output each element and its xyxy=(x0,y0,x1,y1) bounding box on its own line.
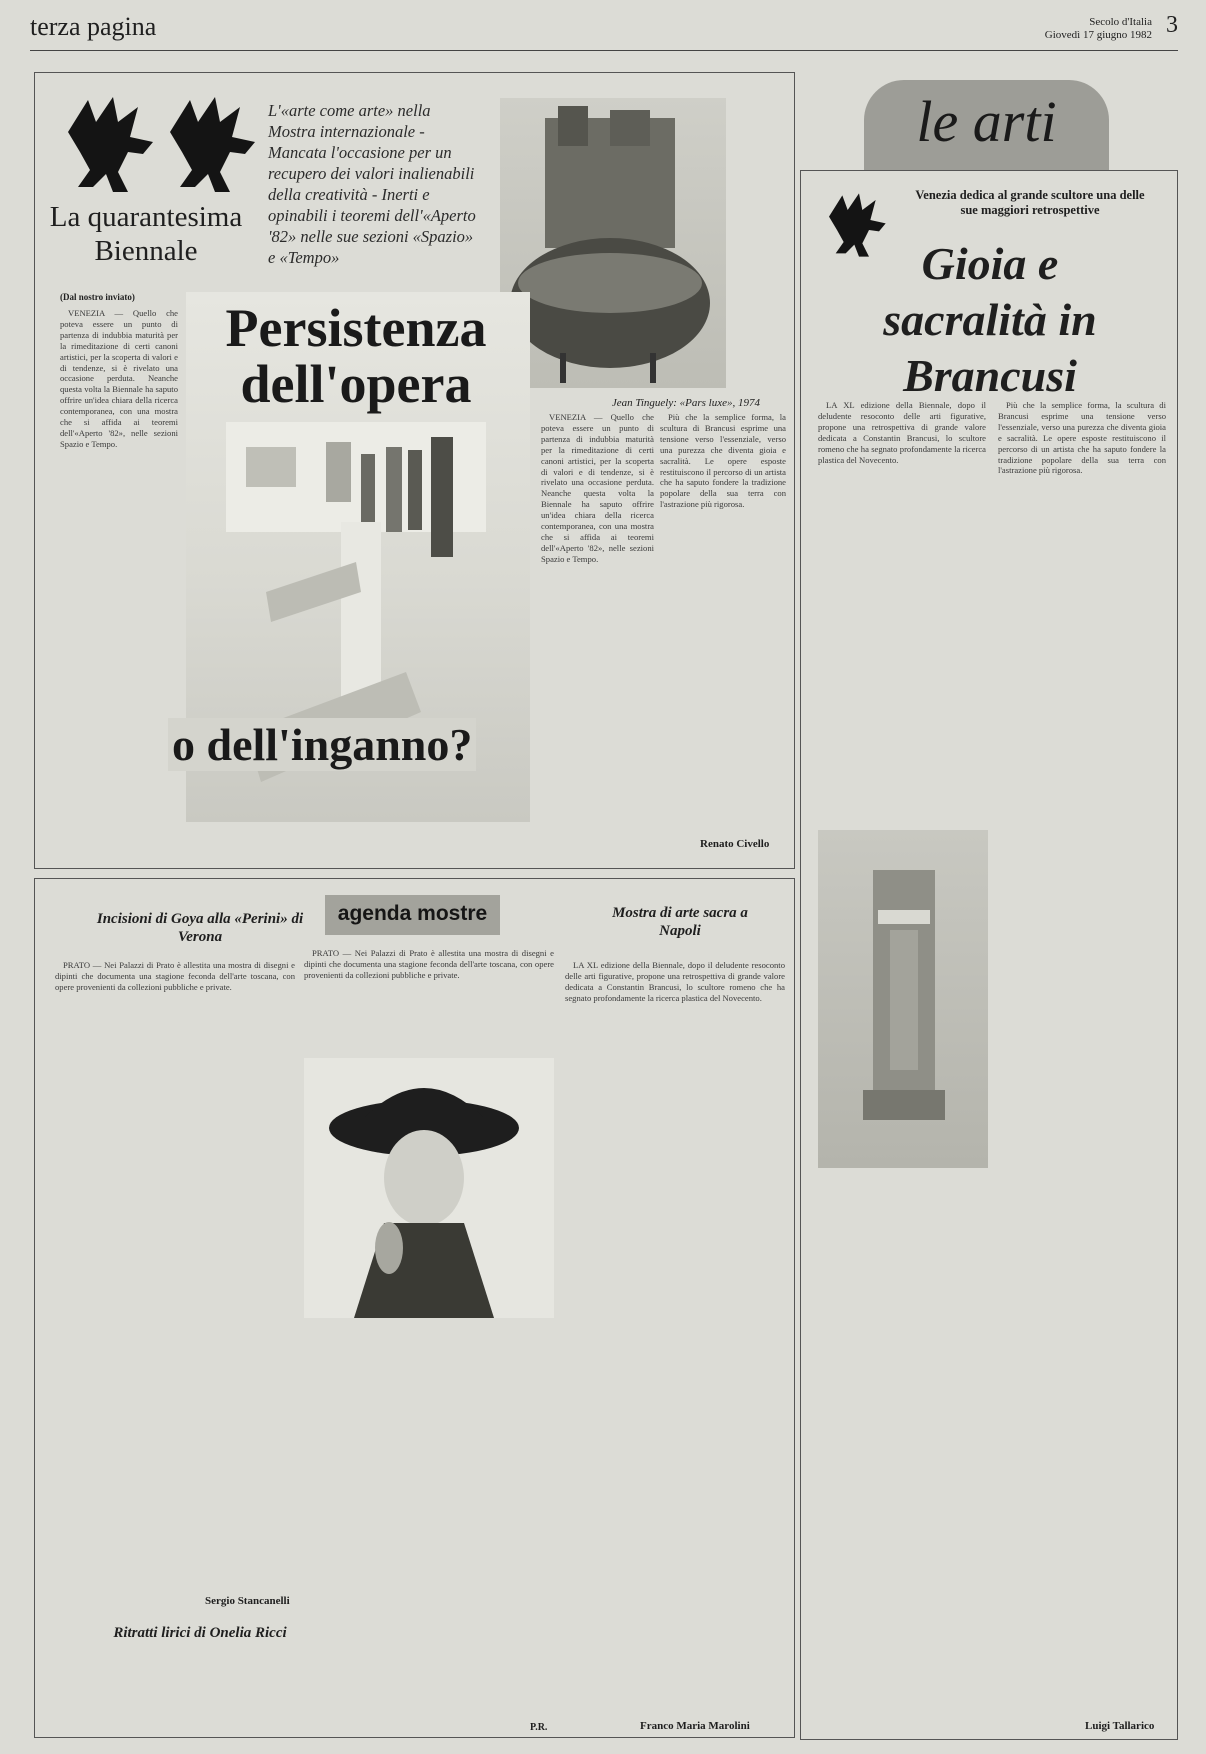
goya-body: PRATO — Nei Palazzi di Prato è allestita una mostra di disegni e dipinti che documenta una stagione feconda dell'arte toscana, con opere provenienti da collezioni pubbliche e private. xyxy=(55,960,295,992)
brancusi-signature: Luigi Tallarico xyxy=(1085,1720,1155,1732)
biennale-lead-column xyxy=(60,308,178,853)
portrait-caption-text xyxy=(304,1322,554,1742)
brancusi-sculpture-photo xyxy=(818,830,988,1168)
portrait-photo xyxy=(304,1058,554,1318)
tinguely-sculpture-photo xyxy=(500,98,726,388)
winged-lion-icon xyxy=(58,92,168,197)
goya-title: Incisioni di Goya alla «Perini» di Verona xyxy=(96,911,304,945)
napoli-text xyxy=(565,960,785,1720)
section-label: le arti xyxy=(916,89,1057,154)
header-rule xyxy=(30,50,1178,51)
napoli-body: LA XL edizione della Biennale, dopo il deludente resoconto delle arti figurative, propone una retrospettiva di grande valore dedicata a Constantin Brancusi, lo scultore romeno che ha segnato profondamente la ricerca plastica del Novecento. xyxy=(565,960,785,1003)
agenda-label: agenda mostre xyxy=(337,902,488,925)
biennale-signature: Renato Civello xyxy=(700,838,770,850)
section-title: terza pagina xyxy=(30,12,157,41)
masthead xyxy=(1045,16,1152,42)
brancusi-col-1 xyxy=(818,400,986,820)
ricci-title: Ritratti lirici di Onelia Ricci xyxy=(113,1625,287,1641)
ricci-text xyxy=(55,1665,295,1730)
brancusi-lead: LA XL edizione della Biennale, dopo il deludente resoconto delle arti figurative, propone una retrospettiva di grande valore dedicata a Constantin Brancusi, lo scultore romeno che ha segnato profondamente la ricerca plastica del Novecento. xyxy=(818,400,986,465)
prato-body: PRATO — Nei Palazzi di Prato è allestita una mostra di disegni e dipinti che documenta una stagione feconda dell'arte toscana, con opere provenienti da collezioni pubbliche e private. xyxy=(304,948,554,980)
photo-caption: Jean Tinguely: «Pars luxe», 1974 xyxy=(611,397,760,409)
biennale-bottom-col-1 xyxy=(186,830,292,860)
prato-text xyxy=(304,948,554,1038)
napoli-title: Mostra di arte sacra a Napoli xyxy=(612,905,748,939)
biennale-right-column xyxy=(541,412,654,852)
napoli-signature: Franco Maria Marolini xyxy=(640,1720,750,1732)
biennale-lead-text-2: VENEZIA — Quello che poteva essere un punto di partenza di indubbia maturità per la rimeditazione di certi canoni artistici, per la scoperta di valori e di tendenze, si è rivelato una occasione perduta. Neanche questa volta la Biennale ha saputo offrire un'idea chiara della ricerca contemporanea, con una mostra che si affida ai teoremi dell'«Aperto '82», nelle sezioni Spazio e Tempo. xyxy=(541,412,654,564)
biennale-lead-text: VENEZIA — Quello che poteva essere un punto di partenza di indubbia maturità per la rimeditazione di certi canoni artistici, per la scoperta di valori e di tendenze, si è rivelato una occasione perduta. Neanche questa volta la Biennale ha saputo offrire un'idea chiara della ricerca contemporanea, con una mostra che si affida ai teoremi dell'«Aperto '82», nelle sezioni Spazio e Tempo. xyxy=(60,308,178,449)
portrait-drawing xyxy=(304,1058,554,1318)
headline-bottom: o dell'inganno? xyxy=(168,718,476,771)
biennale-kicker: La quarantesima Biennale xyxy=(49,201,243,267)
brancusi-col-2 xyxy=(998,400,1166,1030)
prato-signature: P.R. xyxy=(530,1722,548,1733)
brancusi-gate-drawing xyxy=(818,830,988,1168)
winged-lion-icon xyxy=(160,92,270,197)
brancusi-title: Gioia e sacralità in Brancusi xyxy=(883,238,1097,401)
page-number: 3 xyxy=(1166,12,1178,38)
issue-date: Giovedì 17 giugno 1982 xyxy=(1044,29,1152,41)
goya-signature: Sergio Stancanelli xyxy=(205,1595,290,1607)
dateline: (Dal nostro inviato) xyxy=(60,292,135,302)
biennale-body-text: Più che la semplice forma, la scultura di Brancusi esprime una tensione verso l'essenziale, verso una purezza che diventa gioia e sacralità. Le opere esposte restituiscono il percorso di un artista che ha saputo fondere la tradizione popolare della sua terra con l'astrazione più rigorosa. xyxy=(660,412,786,510)
biennale-deck: L'«arte come arte» nella Mostra internazionale - Mancata l'occasione per un recupero dei valori inalienabili della creatività - Inerti e opinabili i teoremi dell'«Aperto '82» nelle sue sezioni «Spazio» e «Tempo» xyxy=(268,101,476,267)
brancusi-col-3 xyxy=(818,1175,986,1730)
sculpture-drawing xyxy=(500,98,726,388)
headline-top: Persistenza dell'opera xyxy=(225,298,487,414)
brancusi-body: Più che la semplice forma, la scultura di Brancusi esprime una tensione verso l'essenziale, verso una purezza che diventa gioia e sacralità. Le opere esposte restituiscono il percorso di un artista che ha saputo fondere la tradizione popolare della sua terra con l'astrazione più rigorosa. xyxy=(998,400,1166,476)
newspaper-name: Secolo d'Italia xyxy=(1089,16,1152,28)
brancusi-kicker: Venezia dedica al grande scultore una delle sue maggiori retrospettive xyxy=(915,188,1145,217)
biennale-right-column-2 xyxy=(660,412,786,832)
goya-text xyxy=(55,960,295,1590)
